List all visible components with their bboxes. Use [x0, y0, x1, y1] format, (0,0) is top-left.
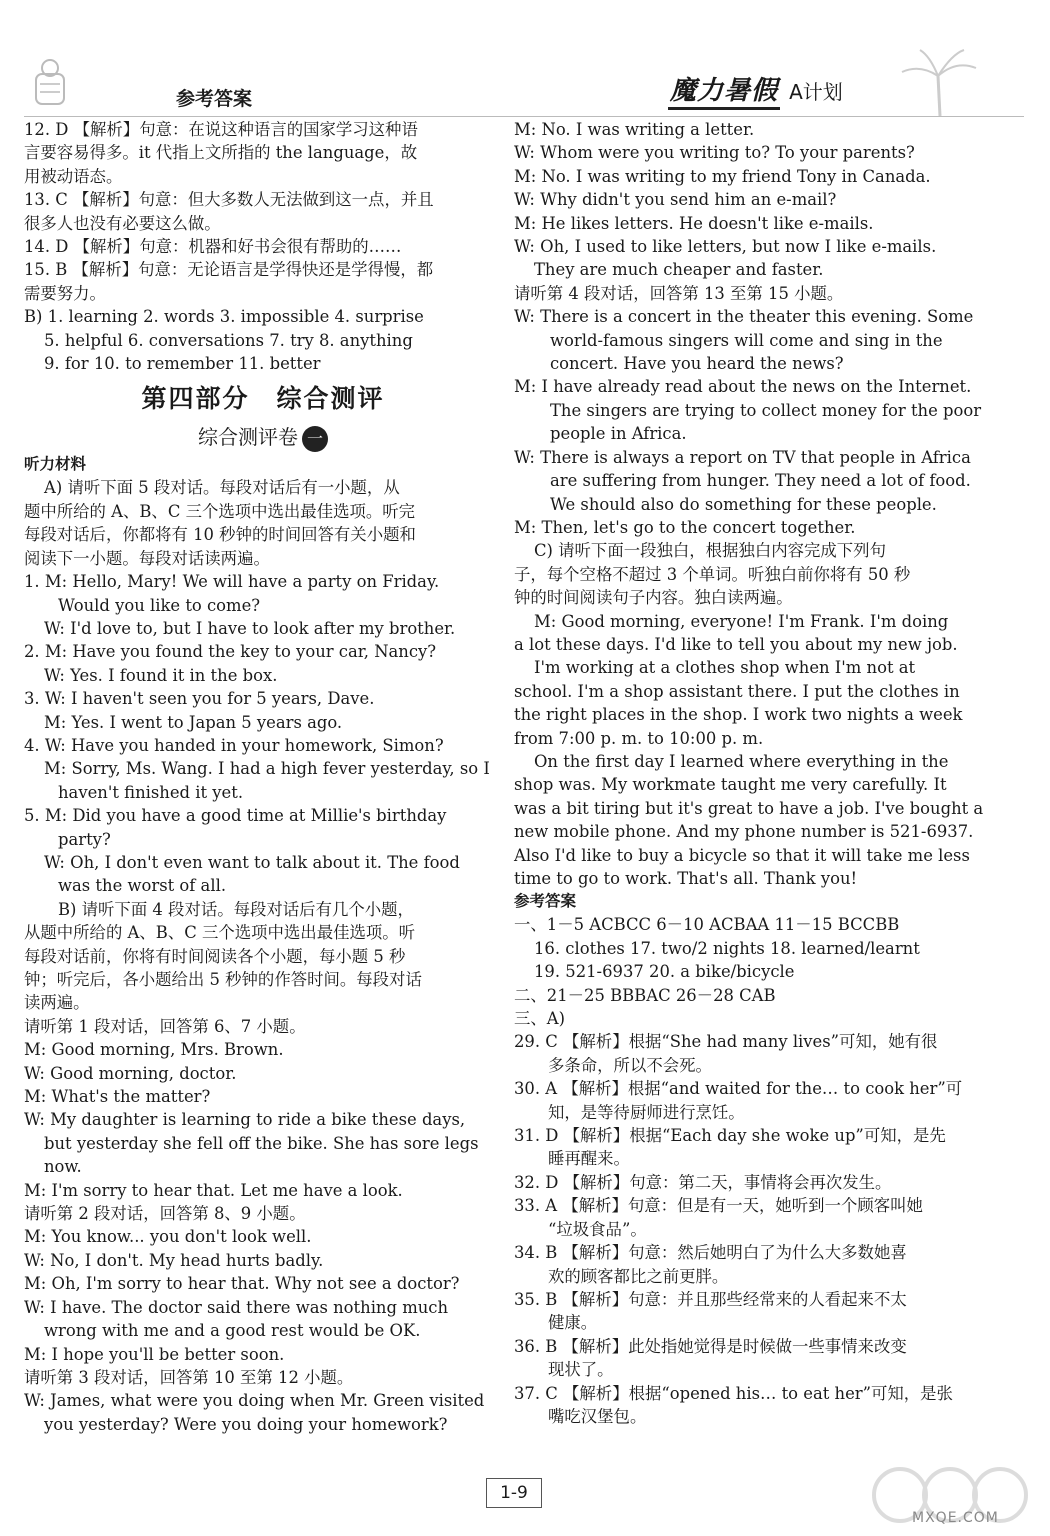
text-line: B) 1. learning 2. words 3. impossible 4. surprise: [24, 307, 424, 327]
text-line: you yesterday? Were you doing your homework?: [44, 1414, 448, 1434]
page-header: [0, 0, 1050, 118]
text-line: Also I'd like to buy a bicycle so that it will take me less: [514, 845, 970, 865]
header-divider: [24, 116, 1024, 117]
text-line: M: I hope you'll be better soon.: [24, 1344, 285, 1364]
text-line: M: He likes letters. He doesn't like e-mails.: [514, 213, 874, 233]
text-line: 很多人也没有必要这么做。: [24, 213, 221, 233]
text-line: W: There is a concert in the theater this evening. Some: [514, 307, 974, 327]
dialogue-continued: [514, 118, 984, 890]
text-line: concert. Have you heard the news?: [550, 354, 844, 374]
answer-key: [514, 913, 976, 1428]
text-line: 一、1－5 ACBCC 6－10 ACBAA 11－15 BCCBB: [514, 915, 900, 935]
answer-key-title: 参考答案: [176, 88, 253, 110]
text-line: 4. W: Have you handed in your homework, Simon?: [24, 735, 444, 755]
text-line: M: Yes. I went to Japan 5 years ago.: [44, 712, 343, 732]
text-line: 5. M: Did you have a good time at Millie's birthday: [24, 806, 447, 826]
text-line: Would you like to come?: [58, 595, 261, 615]
text-line: wrong with me and a good rest would be OK.: [44, 1321, 421, 1341]
page-number: 1-9: [486, 1478, 542, 1508]
text-line: 34. B 【解析】句意：然后她明白了为什么大多数她喜: [514, 1243, 907, 1263]
text-line: 30. A 【解析】根据“and waited for the… to cook her”可: [514, 1079, 963, 1099]
cartoon-logo-icon: [22, 56, 78, 112]
text-line: 每段对话后，你都将有 10 秒钟的时间回答有关小题和: [24, 525, 416, 545]
listening-materials: [24, 476, 502, 1436]
text-line: but yesterday she fell off the bike. She has sore legs: [44, 1133, 479, 1153]
text-line: C) 请听下面一段独白，根据独白内容完成下列句: [534, 541, 886, 561]
text-line: 请听第 2 段对话，回答第 8、9 小题。: [24, 1204, 306, 1224]
text-line: 从题中所给的 A、B、C 三个选项中选出最佳选项。听: [24, 923, 416, 943]
text-line: 多条命，所以不会死。: [548, 1055, 712, 1075]
text-line: M: No. I was writing to my friend Tony in Canada.: [514, 166, 931, 186]
text-line: W: James, what were you doing when Mr. Green visited: [24, 1391, 485, 1411]
text-line: 请听第 3 段对话，回答第 10 至第 12 小题。: [24, 1367, 354, 1387]
text-line: the right places in the shop. I work two nights a week: [514, 705, 963, 725]
section-title: 第四部分 综合测评: [141, 384, 385, 414]
watermark-text: MXQE.COM: [912, 1510, 999, 1526]
text-line: W: Whom were you writing to? To your parents?: [514, 143, 915, 163]
text-line: 阅读下一小题。每段对话读两遍。: [24, 548, 270, 568]
text-line: W: I'd love to, but I have to look after my brother.: [44, 618, 456, 638]
right-column: [514, 118, 984, 1428]
text-line: party?: [58, 829, 111, 849]
text-line: new mobile phone. And my phone number is 521-6937.: [514, 822, 974, 842]
text-line: 知，是等待厨师进行烹饪。: [548, 1102, 745, 1122]
text-line: 子，每个空格不超过 3 个单词。听独白前你将有 50 秒: [514, 564, 911, 584]
text-line: 5. helpful 6. conversations 7. try 8. anything: [44, 330, 413, 350]
text-line: 言要容易得多。it 代指上文所指的 the language，故: [24, 143, 418, 163]
text-line: 13. C 【解析】句意：但大多数人无法做到这一点，并且: [24, 190, 434, 210]
text-line: 15. B 【解析】句意：无论语言是学得快还是学得慢，都: [24, 260, 434, 280]
text-line: We should also do something for these people.: [550, 494, 937, 514]
text-line: 请听第 4 段对话，回答第 13 至第 15 小题。: [514, 283, 844, 303]
text-line: 2. M: Have you found the key to your car, Nancy?: [24, 642, 437, 662]
text-line: world-famous singers will come and sing in the: [550, 330, 943, 350]
text-line: M: I have already read about the news on the Internet.: [514, 377, 972, 397]
left-column: [24, 118, 502, 1436]
text-line: 三、A): [514, 1009, 566, 1029]
text-line: shop was. My workmate taught me very carefully. It: [514, 775, 947, 795]
text-line: M: You know... you don't look well.: [24, 1227, 312, 1247]
text-line: are suffering from hunger. They need a lot of food.: [550, 471, 971, 491]
text-line: was the worst of all.: [58, 876, 227, 896]
text-line: A) 请听下面 5 段对话。每段对话后有一小题，从: [44, 478, 400, 498]
text-line: W: Oh, I don't even want to talk about it. The food: [44, 852, 460, 872]
text-line: was a bit tiring but it's great to have a job. I've bought a: [514, 798, 984, 818]
text-line: 12. D 【解析】句意：在说这种语言的国家学习这种语: [24, 120, 418, 139]
text-line: W: There is always a report on TV that people in Africa: [514, 447, 971, 467]
text-line: 29. C 【解析】根据“She had many lives”可知，她有很: [514, 1032, 938, 1052]
test-paper-number: 一: [302, 426, 328, 452]
text-line: 睡再醒来。: [548, 1149, 630, 1169]
text-line: 1. M: Hello, Mary! We will have a party on Friday.: [24, 572, 440, 592]
text-line: 37. C 【解析】根据“opened his… to eat her”可知，是张: [514, 1383, 953, 1403]
text-line: W: No, I don't. My head hurts badly.: [24, 1250, 324, 1270]
text-line: M: Sorry, Ms. Wang. I had a high fever yesterday, so I: [44, 759, 490, 779]
text-line: 36. B 【解析】此处指她觉得是时候做一些事情来改变: [514, 1336, 907, 1356]
text-line: 欢的顾客都比之前更胖。: [548, 1266, 729, 1286]
text-line: 9. for 10. to remember 11. better: [44, 354, 321, 374]
text-line: W: I have. The doctor said there was nothing much: [24, 1297, 449, 1317]
text-line: 现状了。: [548, 1360, 614, 1380]
text-line: 用被动语态。: [24, 166, 123, 186]
text-line: M: Oh, I'm sorry to hear that. Why not see a doctor?: [24, 1274, 460, 1294]
text-line: from 7:00 p. m. to 10:00 p. m.: [514, 728, 764, 748]
text-line: M: What's the matter?: [24, 1087, 211, 1107]
text-line: “垃圾食品”。: [548, 1219, 647, 1239]
text-line: W: Why didn't you send him an e-mail?: [514, 190, 837, 210]
text-line: 16. clothes 17. two/2 nights 18. learned/learnt: [534, 938, 920, 958]
text-line: 健康。: [548, 1313, 598, 1333]
text-line: 33. A 【解析】句意：但是有一天，她听到一个顾客叫她: [514, 1196, 923, 1216]
text-line: 嘴吃汉堡包。: [548, 1406, 647, 1426]
text-line: school. I'm a shop assistant there. I put the clothes in: [514, 681, 960, 701]
text-line: 二、21－25 BBBAC 26－28 CAB: [514, 985, 776, 1005]
text-line: 14. D 【解析】句意：机器和好书会很有帮助的……: [24, 237, 402, 257]
text-line: 19. 521-6937 20. a bike/bicycle: [534, 962, 795, 982]
answers-12-to-15: [24, 118, 502, 375]
test-paper-label: 综合测评卷: [198, 425, 298, 450]
text-line: They are much cheaper and faster.: [534, 260, 824, 280]
brand-subtitle: A计划: [789, 80, 843, 104]
text-line: haven't finished it yet.: [58, 782, 244, 802]
text-line: 读两遍。: [24, 993, 90, 1013]
palm-tree-icon: [880, 46, 990, 116]
brand-block: [668, 70, 843, 110]
text-line: time to go to work. That's all. Thank you!: [514, 869, 858, 888]
test-paper-title: [24, 421, 502, 453]
text-line: M: Good morning, Mrs. Brown.: [24, 1040, 284, 1060]
text-line: 35. B 【解析】句意：并且那些经常来的人看起来不太: [514, 1289, 907, 1309]
text-line: 每段对话前，你将有时间阅读各个小题，每小题 5 秒: [24, 946, 406, 966]
text-line: W: My daughter is learning to ride a bike these days,: [24, 1110, 466, 1130]
text-line: a lot these days. I'd like to tell you about my new job.: [514, 634, 958, 654]
listening-label: 听力材料: [24, 455, 87, 474]
text-line: now.: [44, 1157, 82, 1177]
text-line: W: Yes. I found it in the box.: [44, 665, 278, 685]
text-line: 需要努力。: [24, 283, 106, 303]
text-line: 请听第 1 段对话，回答第 6、7 小题。: [24, 1016, 306, 1036]
text-line: people in Africa.: [550, 424, 687, 444]
text-line: M: No. I was writing a letter.: [514, 120, 755, 139]
text-line: I'm working at a clothes shop when I'm not at: [534, 658, 916, 678]
text-line: M: Good morning, everyone! I'm Frank. I'm doing: [534, 611, 949, 631]
text-line: M: I'm sorry to hear that. Let me have a look.: [24, 1180, 403, 1200]
text-line: 31. D 【解析】根据“Each day she woke up”可知，是先: [514, 1126, 946, 1146]
answers-label: 参考答案: [514, 892, 577, 911]
text-line: 32. D 【解析】句意：第二天，事情将会再次发生。: [514, 1172, 892, 1192]
text-line: W: Oh, I used to like letters, but now I like e-mails.: [514, 237, 937, 257]
text-line: 题中所给的 A、B、C 三个选项中选出最佳选项。听完: [24, 501, 416, 521]
brand-name: 魔力暑假: [668, 70, 780, 110]
text-line: M: Then, let's go to the concert together.: [514, 517, 856, 537]
text-line: W: Good morning, doctor.: [24, 1063, 237, 1083]
text-line: On the first day I learned where everything in the: [534, 751, 949, 771]
text-line: B) 请听下面 4 段对话。每段对话后有几个小题，: [58, 899, 414, 919]
text-line: 3. W: I haven't seen you for 5 years, Dave.: [24, 689, 375, 709]
text-line: 钟的时间阅读句子内容。独白读两遍。: [514, 588, 793, 608]
text-line: 钟；听完后，各小题给出 5 秒钟的作答时间。每段对话: [24, 970, 422, 989]
text-line: The singers are trying to collect money for the poor: [550, 400, 982, 420]
